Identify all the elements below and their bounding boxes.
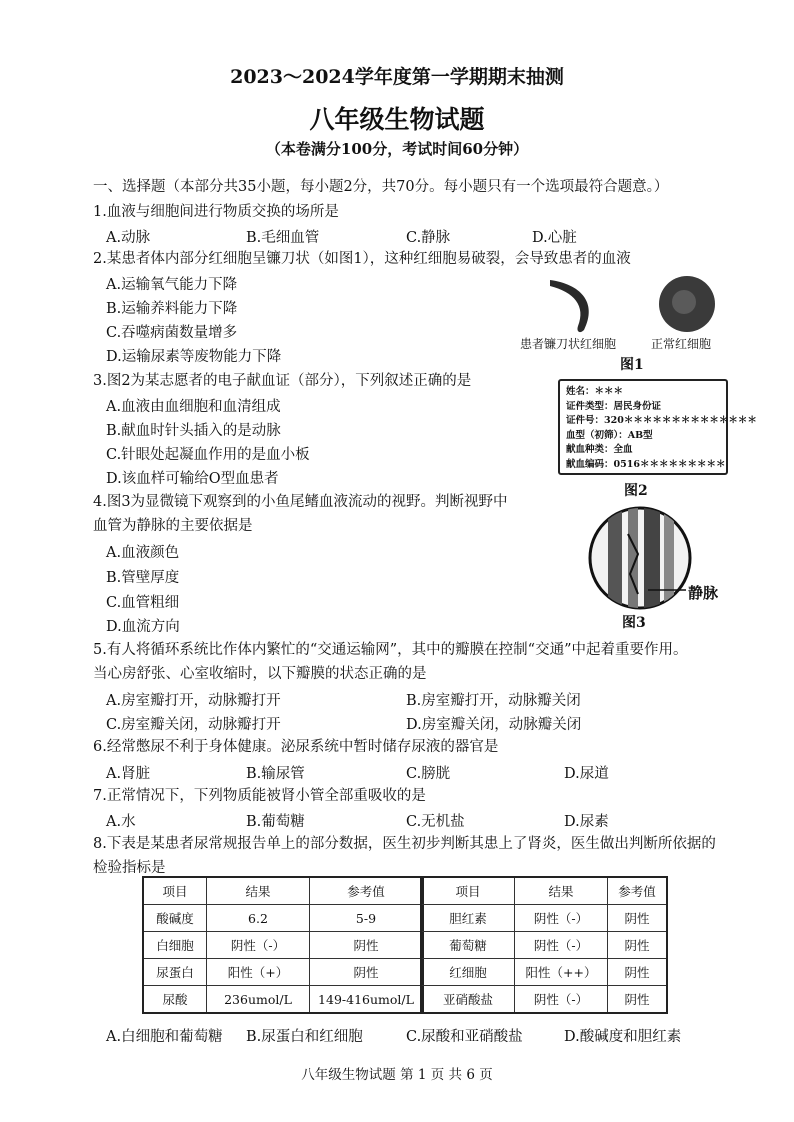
page-footer: 八年级生物试题 第 1 页 共 6 页	[301, 1067, 493, 1083]
q6-option-a: A.肾脏	[106, 766, 151, 782]
fig1-label-normal: 正常红细胞	[651, 337, 712, 351]
table-header-row	[143, 877, 423, 905]
table-row: 胆红素 阴性（-） 阴性	[421, 905, 667, 932]
q1-option-c: C.静脉	[406, 230, 451, 246]
q2-option-c: C.吞噬病菌数量增多	[106, 325, 238, 341]
q1-option-d: D.心脏	[532, 230, 577, 246]
q8-option-d: D.酸碱度和胆红素	[564, 1029, 682, 1045]
table-row: 亚硝酸盐 阴性（-） 阴性	[421, 986, 667, 1014]
q4-stem-line1: 4.图3为显微镜下观察到的小鱼尾鳍血液流动的视野。判断视野中	[93, 494, 508, 510]
table-row: 葡萄糖 阴性（-） 阴性	[421, 932, 667, 959]
q7-option-a: A.水	[106, 814, 136, 830]
q5-option-a: A.房室瓣打开，动脉瓣打开	[106, 693, 281, 709]
q1-stem: 1.血液与细胞间进行物质交换的场所是	[93, 204, 339, 220]
q7-option-c: C.无机盐	[406, 814, 465, 830]
q3-stem: 3.图2为某志愿者的电子献血证（部分），下列叙述正确的是	[93, 373, 472, 389]
table-row: 白细胞 阴性（-） 阴性	[143, 932, 423, 959]
q8-option-a: A.白细胞和葡萄糖	[106, 1029, 223, 1045]
header-reference: 参考值	[310, 877, 424, 905]
section-heading: 一、选择题（本部分共35小题，每小题2分，共70分。每小题只有一个选项最符合题意。）	[93, 179, 669, 195]
q6-option-b: B.输尿管	[246, 766, 305, 782]
q2-option-d: D.运输尿素等废物能力下降	[106, 349, 282, 365]
cert-donation-code: 献血编码：0516＊＊＊＊＊＊＊＊＊	[566, 458, 726, 470]
q5-stem-line1: 5.有人将循环系统比作体内繁忙的“交通运输网”，其中的瓣膜在控制“交通”中起着重要作用。	[93, 642, 688, 658]
q8-stem-line1: 8.下表是某患者尿常规报告单上的部分数据，医生初步判断其患上了肾炎，医生做出判断所依据的	[93, 836, 716, 852]
q1-option-a: A.动脉	[106, 230, 151, 246]
q7-option-d: D.尿素	[564, 814, 609, 830]
header-result: 结果	[207, 877, 310, 905]
fig1-caption: 图1	[620, 357, 644, 373]
exam-note: （本卷满分100分，考试时间60分钟）	[265, 140, 529, 158]
q8-option-b: B.尿蛋白和红细胞	[246, 1029, 363, 1045]
table-row: 尿酸 236umol/L 149-416umol/L	[143, 986, 423, 1014]
header-reference: 参考值	[608, 877, 668, 905]
exam-title: 2023～2024学年度第一学期期末抽测	[230, 66, 564, 88]
cert-id-number: 证件号：320＊＊＊＊＊＊＊＊＊＊＊＊＊＊	[566, 415, 757, 426]
table-row: 尿蛋白 阳性（+） 阴性	[143, 959, 423, 986]
table-row: 红细胞 阳性（++） 阴性	[421, 959, 667, 986]
q7-option-b: B.葡萄糖	[246, 814, 305, 830]
blood-donation-certificate	[558, 379, 757, 475]
table-row: 酸碱度 6.2 5-9	[143, 905, 423, 932]
q2-stem: 2.某患者体内部分红细胞呈镰刀状（如图1），这种红细胞易破裂，会导致患者的血液	[93, 251, 631, 267]
cert-name: 姓名：＊＊＊	[566, 386, 624, 397]
q4-option-b: B.管壁厚度	[106, 570, 180, 586]
q8-stem-line2: 检验指标是	[93, 860, 166, 876]
q5-option-c: C.房室瓣关闭，动脉瓣打开	[106, 717, 281, 733]
q6-stem: 6.经常憋尿不利于身体健康。泌尿系统中暂时储存尿液的器官是	[93, 739, 499, 755]
header-result: 结果	[515, 877, 608, 905]
header-item: 项目	[421, 877, 515, 905]
q7-stem: 7.正常情况下，下列物质能被肾小管全部重吸收的是	[93, 788, 426, 804]
q6-option-c: C.膀胱	[406, 766, 451, 782]
cert-id-type: 证件类型：居民身份证	[566, 400, 662, 412]
fig2-caption: 图2	[624, 483, 648, 499]
sickle-cell-shape	[550, 280, 589, 332]
red-blood-cells-figure	[540, 272, 720, 336]
q4-option-c: C.血管粗细	[106, 595, 180, 611]
q5-option-b: B.房室瓣打开，动脉瓣关闭	[406, 693, 581, 709]
q3-option-d: D.该血样可输给O型血患者	[106, 471, 279, 487]
q4-option-a: A.血液颜色	[106, 545, 180, 561]
q1-option-b: B.毛细血管	[246, 230, 320, 246]
fig3-caption: 图3	[622, 615, 646, 631]
exam-subtitle: 八年级生物试题	[309, 105, 485, 134]
q2-option-a: A.运输氧气能力下降	[106, 277, 238, 293]
cert-blood-type: 血型（初筛）：AB型	[566, 429, 653, 441]
urinalysis-table-left	[142, 876, 424, 1014]
q6-option-d: D.尿道	[564, 766, 609, 782]
fig3-vein-label: 静脉	[688, 584, 719, 602]
q4-stem-line2: 血管为静脉的主要依据是	[93, 518, 253, 534]
q5-option-d: D.房室瓣关闭，动脉瓣关闭	[406, 717, 582, 733]
q3-option-a: A.血液由血细胞和血清组成	[106, 399, 281, 415]
q3-option-b: B.献血时针头插入的是动脉	[106, 423, 281, 439]
q5-stem-line2: 当心房舒张、心室收缩时，以下瓣膜的状态正确的是	[93, 666, 427, 682]
q2-option-b: B.运输养料能力下降	[106, 301, 238, 317]
q3-option-c: C.针眼处起凝血作用的是血小板	[106, 447, 310, 463]
q8-option-c: C.尿酸和亚硝酸盐	[406, 1029, 523, 1045]
header-item: 项目	[143, 877, 207, 905]
fig1-label-sickle: 患者镰刀状红细胞	[520, 337, 617, 351]
q4-option-d: D.血流方向	[106, 619, 180, 635]
cert-donation-type: 献血种类：全血	[566, 444, 633, 455]
table-header-row	[421, 877, 667, 905]
urinalysis-table-right	[420, 876, 668, 1014]
